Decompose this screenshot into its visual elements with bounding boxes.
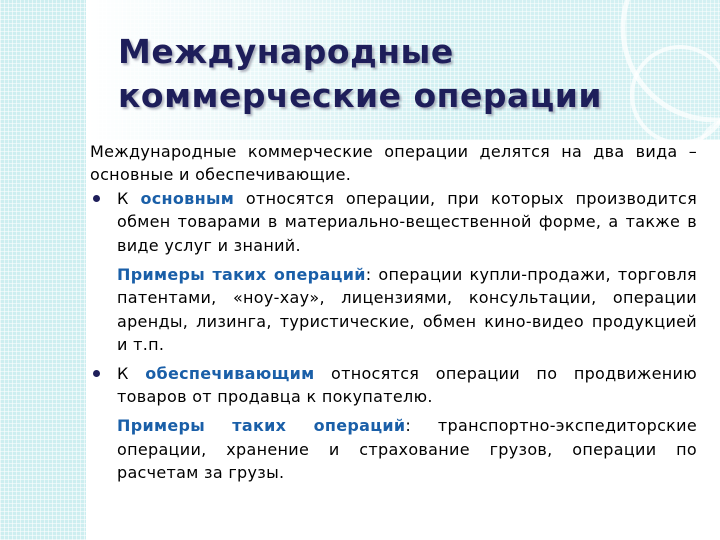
bullet-text: относятся операции по продвижению товаров от продавца к покупателю. bbox=[117, 363, 697, 407]
examples-text: : транспортно-экспедиторские операции, хранение и страхование грузов, операции по расчетам за грузы. bbox=[117, 416, 697, 483]
examples-main-operations bbox=[90, 263, 697, 357]
keyword-support: обеспечивающим bbox=[145, 363, 315, 383]
bullet-main-operations bbox=[90, 187, 697, 257]
keyword-main: основным bbox=[140, 188, 235, 208]
title-line-1: Международные bbox=[118, 32, 454, 71]
bullet-prefix: К bbox=[117, 363, 146, 383]
examples-support-operations bbox=[90, 414, 697, 484]
bullet-dot-icon bbox=[93, 370, 100, 377]
title-line-2: коммерческие операции bbox=[118, 76, 602, 115]
slide-title bbox=[118, 30, 678, 118]
examples-label: Примеры таких операций bbox=[117, 416, 406, 436]
bullet-support-operations bbox=[90, 362, 697, 409]
examples-text: : операции купли-продажи, торговля патентами, «ноу-хау», лицензиями, консультации, операции аренды, лизинга, туристические, обмен кино-видео продукцией и т.п. bbox=[117, 265, 697, 355]
intro-paragraph: Международные коммерческие операции делятся на два вида – основные и обеспечивающие. bbox=[90, 142, 697, 185]
decorative-left-band bbox=[0, 0, 86, 540]
bullet-dot-icon bbox=[93, 195, 100, 202]
examples-label: Примеры таких операций bbox=[117, 265, 366, 285]
slide-body bbox=[90, 140, 697, 485]
bullet-prefix: К bbox=[117, 188, 141, 208]
bullet-text: относятся операции, при которых производится обмен товарами в материально-вещественной форме, а также в виде услуг и знаний. bbox=[117, 188, 697, 255]
